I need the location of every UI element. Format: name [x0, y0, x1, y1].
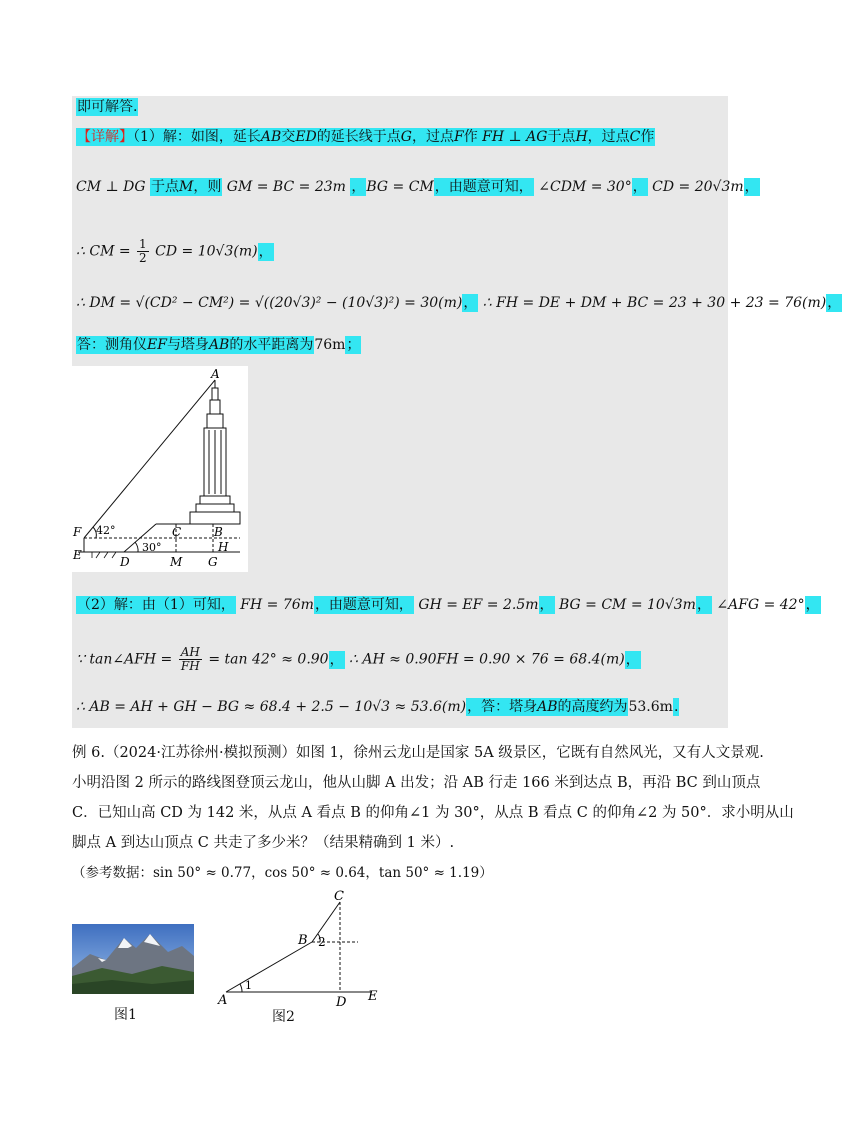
fig2-label-C: C — [334, 889, 344, 904]
fig2-label-A: A — [218, 993, 228, 1008]
detail-line-1: 【详解】（1）解：如图，延长AB交ED的延长线于点G，过点F作 FH ⊥ AG于点H，过点C作 — [77, 129, 655, 145]
part2-line-2: ∵ tan∠AFH = $\frac{AH}{FH}$ = tan 42° ≈ 0.90， ∴ AH ≈ 0.90FH = 0.90 × 76 = 68.4(m)， — [76, 645, 640, 673]
example-line-3: C．已知山高 CD 为 142 米，从点 A 看点 B 的仰角∠1 为 30°，从点 B 看点 C 的仰角∠2 为 50°．求小明从山 — [72, 805, 794, 821]
example-line-1: 例 6.（2024·江苏徐州·模拟预测）如图 1，徐州云龙山是国家 5A 级景区，它既有自然风光，又有人文景观. — [72, 745, 764, 761]
solution-intro: 即可解答. — [77, 99, 138, 115]
caption-fig2: 图2 — [272, 1009, 295, 1025]
fig1-label-F: F — [73, 525, 82, 539]
fig2-label-E: E — [368, 989, 378, 1004]
fig1-label-G: G — [208, 555, 218, 569]
fig2-angle-2: 2 — [318, 935, 326, 949]
fig1-label-H: H — [218, 540, 229, 554]
fig1-label-C: C — [172, 525, 182, 539]
fig2-angle-1: 1 — [245, 979, 252, 992]
example-line-2: 小明沿图 2 所示的路线图登顶云龙山，他从山脚 A 出发；沿 AB 行走 166 米到达点 B，再沿 BC 到山顶点 — [72, 775, 761, 791]
caption-fig1: 图1 — [114, 1007, 137, 1023]
fig1-label-A: A — [211, 367, 220, 381]
fraction-half: $\frac{1}{2}$ — [139, 237, 147, 265]
fig1-label-E: E — [73, 548, 82, 562]
answer-1: 答：测角仪EF与塔身AB的水平距离为76m； — [77, 337, 361, 353]
detail-line-3: ∴ CM = $\frac{1}{2}$ CD = 10√3(m)， — [76, 237, 273, 265]
part2-line-3: ∴ AB = AH + GH − BG ≈ 68.4 + 2.5 − 10√3 ≈ 53.6(m)，答：塔身AB的高度约为53.6m. — [76, 699, 679, 715]
fig1-angle-42: 42° — [96, 524, 116, 537]
detail-line-2: CM ⊥ DG 于点M，则 GM = BC = 23m ，BG = CM，由题意可知， ∠CDM = 30°， CD = 20√3m， — [76, 179, 759, 195]
fig1-label-D: D — [120, 555, 130, 569]
fig1-angle-30: 30° — [142, 541, 162, 554]
mountain-photo — [72, 924, 194, 994]
part2-line-1: （2）解：由（1）可知， FH = 76m，由题意可知， GH = EF = 2.5m， BG = CM = 10√3m， ∠AFG = 42°， — [77, 597, 820, 613]
detail-tag: 【详解】 — [77, 129, 133, 145]
detail-line-4: ∴ DM = √(CD² − CM²) = √((20√3)² − (10√3)²) = 30(m)， ∴ FH = DE + DM + BC = 23 + 30 + 23 = 76(m)， — [76, 295, 842, 311]
slope-diagram — [212, 888, 388, 1028]
reference-data: （参考数据：sin 50° ≈ 0.77，cos 50° ≈ 0.64，tan 50° ≈ 1.19） — [72, 865, 493, 881]
example-line-4: 脚点 A 到达山顶点 C 共走了多少米？（结果精确到 1 米）. — [72, 835, 455, 851]
fig2-label-B: B — [298, 933, 308, 948]
tower-diagram — [72, 366, 248, 572]
fig2-label-D: D — [336, 995, 347, 1010]
fig1-label-M: M — [170, 555, 183, 569]
fig1-label-B: B — [214, 525, 223, 539]
fraction-AH-FH: $\frac{AH}{FH}$ — [180, 645, 200, 673]
